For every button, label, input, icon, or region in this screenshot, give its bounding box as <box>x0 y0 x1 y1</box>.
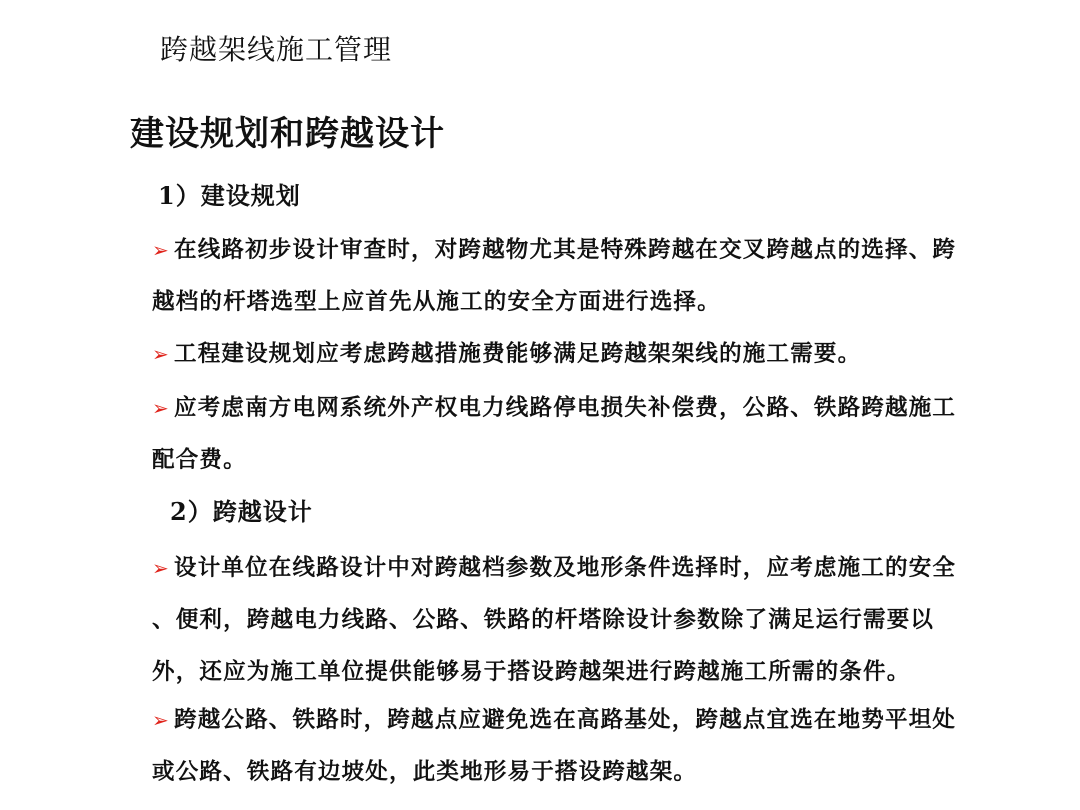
bullet-arrow-icon: ➢ <box>152 342 170 366</box>
bullet-line: 越档的杆塔选型上应首先从施工的安全方面进行选择。 <box>152 289 721 315</box>
bullet-arrow-icon: ➢ <box>152 708 170 732</box>
bullet-line <box>152 542 1072 594</box>
bullet-line <box>152 694 1072 746</box>
bullet-text: 应考虑南方电网系统外产权电力线路停电损失补偿费，公路、铁路跨越施工 <box>174 395 957 421</box>
bullet-item <box>152 694 1072 798</box>
bullet-line: 外，还应为施工单位提供能够易于搭设跨越架进行跨越施工所需的条件。 <box>152 659 911 685</box>
bullet-text: 设计单位在线路设计中对跨越档参数及地形条件选择时，应考虑施工的安全 <box>174 555 957 581</box>
bullet-item <box>152 328 1072 380</box>
bullet-text: 在线路初步设计审查时，对跨越物尤其是特殊跨越在交叉跨越点的选择、跨 <box>174 237 957 263</box>
slide-header-title: 跨越架线施工管理 <box>160 33 393 66</box>
bullet-text: 跨越公路、铁路时，跨越点应避免选在高路基处，跨越点宜选在地势平坦处 <box>174 707 957 733</box>
bullet-line <box>152 382 1072 434</box>
subsection-heading-planning: 1）建设规划 <box>158 181 301 210</box>
bullet-text: 工程建设规划应考虑跨越措施费能够满足跨越架架线的施工需要。 <box>174 341 862 367</box>
bullet-line <box>152 328 1072 380</box>
bullet-item <box>152 382 1072 486</box>
bullet-item <box>152 224 1072 328</box>
bullet-line <box>152 224 1072 276</box>
subsection-heading-design: 2）跨越设计 <box>170 497 313 526</box>
bullet-line: 、便利，跨越电力线路、公路、铁路的杆塔除设计参数除了满足运行需要以 <box>152 607 935 633</box>
section-title: 建设规划和跨越设计 <box>130 114 445 154</box>
bullet-line: 或公路、铁路有边坡处，此类地形易于搭设跨越架。 <box>152 759 698 785</box>
bullet-item <box>152 542 1072 698</box>
bullet-arrow-icon: ➢ <box>152 238 170 262</box>
bullet-arrow-icon: ➢ <box>152 396 170 420</box>
bullet-arrow-icon: ➢ <box>152 556 170 580</box>
bullet-line: 配合费。 <box>152 447 247 473</box>
